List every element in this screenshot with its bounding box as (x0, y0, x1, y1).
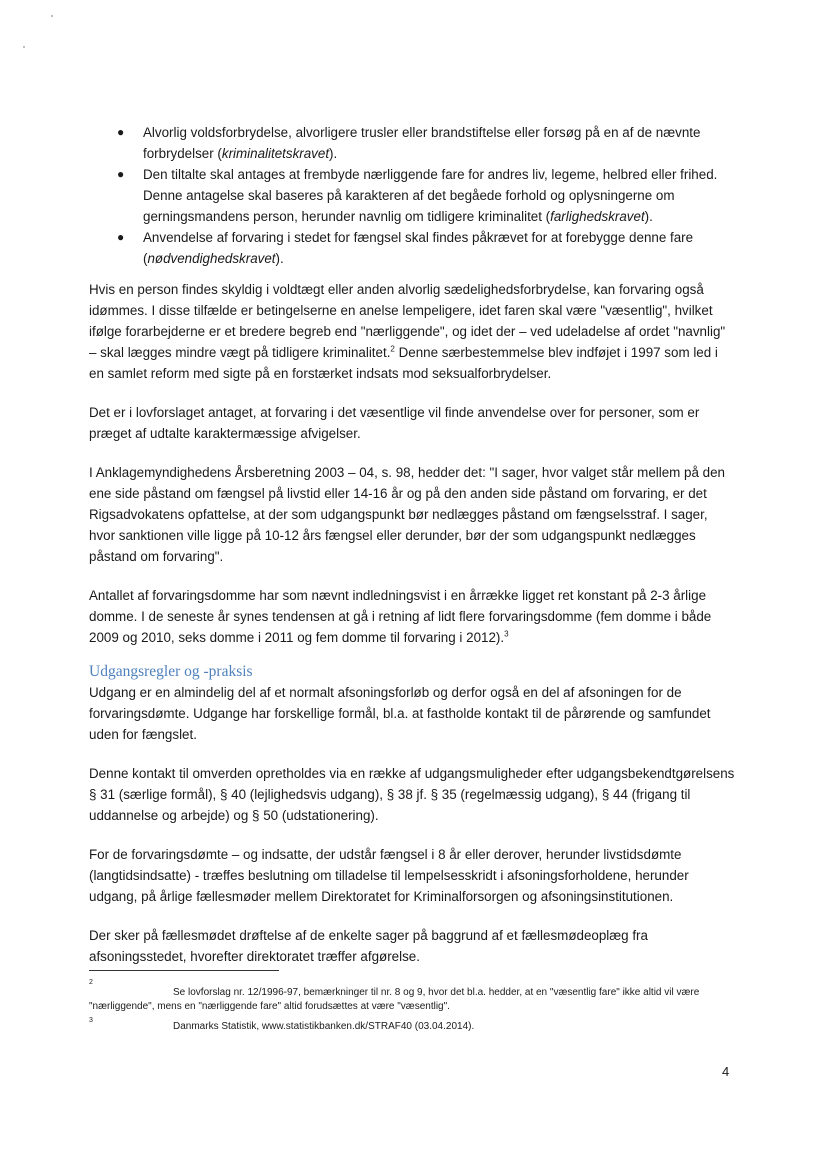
list-item-text: Alvorlig voldsforbrydelse, alvorligere trusler eller brandstiftelse eller forsøg på en af de nævnte forbrydelser ( (143, 125, 701, 161)
list-item-italic: nødvendighedskravet (147, 251, 276, 266)
list-item (89, 227, 735, 269)
section-heading: Udgangsregler og -praksis (89, 663, 253, 680)
footnote-ref-2[interactable]: 2 (390, 344, 395, 354)
list-item-italic: kriminalitetskravet (221, 146, 330, 161)
page-number: 4 (722, 1064, 730, 1079)
paragraph-bill-assumption: Det er i lovforslaget antaget, at forvaring i det væsentlige vil finde anvendelse over for personer, som er præget af udtalte karaktermæssige afvigelser. (89, 405, 700, 441)
scan-speck (23, 46, 25, 48)
footnote-divider (89, 970, 279, 971)
list-item-italic: farlighedskravet (550, 209, 645, 224)
bullet-icon: ● (117, 125, 125, 139)
list-item-end: ). (275, 251, 284, 266)
footnote-text: Se lovforslag nr. 12/1996-97, bemærkninger til nr. 8 og 9, hvor det bl.a. hedder, at en "væsentlig fare" ikke altid vil være "nærliggende", mens en "nærliggende fare" altid forudsættes at være "væsentlig". (89, 987, 700, 1012)
list-item (89, 122, 735, 164)
paragraph-leave-options: Denne kontakt til omverden opretholdes via en række af udgangsmuligheder efter udgangsbekendtgørelsens § 31 (særlige formål), § 40 (lejlighedsvis udgang), § 38 jf. § 35 (regelmæssig udgang), § 44 (frigang til uddannelse og arbejde) og § 50 (udstationering). (89, 766, 735, 823)
footnotes (89, 976, 729, 1034)
bullet-icon: ● (117, 230, 125, 244)
bullet-icon: ● (117, 167, 125, 181)
scan-speck (51, 15, 53, 17)
list-item-text: Den tiltalte skal antages at frembyde nærliggende fare for andres liv, legeme, helbred eller frihed. Denne antagelse skal baseres på karakteren af det begåede forhold og oplysningerne om gerningsmandens person, herunder navnlig om tidligere kriminalitet ( (143, 167, 718, 224)
list-item-end: ). (644, 209, 653, 224)
list-item-text: Anvendelse af forvaring i stedet for fængsel skal findes påkrævet for at forebygge denne fare ( (143, 230, 694, 266)
footnote-3 (89, 1014, 729, 1034)
criteria-list (89, 122, 735, 269)
footnote-2 (89, 976, 729, 1014)
paragraph-decision: Der sker på fællesmødet drøftelse af de enkelte sager på baggrund af et fællesmødeoplæg fra afsoningsstedet, hvorefter direktoratet træffer afgørelse. (89, 928, 648, 964)
list-item (89, 164, 735, 227)
footnote-number: 2 (89, 979, 93, 986)
paragraph-joint-meetings: For de forvaringsdømte – og indsatte, der udstår fængsel i 8 år eller derover, herunder livstidsdømte (langtidsindsatte) - træffes beslutning om tilladelse til lempelsesskridt i afsoningsforholdene, herunder udgang, på årlige fællesmøder mellem Direktoratet for Kriminalforsorgen og afsoningsinstitutionen. (89, 847, 689, 904)
list-item-end: ). (329, 146, 338, 161)
paragraph-leave-purpose: Udgang er en almindelig del af et normalt afsoningsforløb og derfor også en del af afsoningen for de forvaringsdømte. Udgange har forskellige formål, bl.a. at fastholde kontakt til de pårørende og samfundet uden for fængslet. (89, 685, 711, 742)
body-text (89, 122, 735, 967)
paragraph-annual-report-quote: I Anklagemyndighedens Årsberetning 2003 – 04, s. 98, hedder det: "I sager, hvor valget står mellem på den ene side påstand om fængsel på livstid eller 14-16 år og på den anden side påstand om forvaring, er det Rigsadvokatens opfattelse, at der som udgangspunkt bør nedlægges påstand om fængselsstraf. I sager, hvor sanktionen ville ligge på 10-12 års fængsel eller derunder, bør der som udgangspunkt nedlægges påstand om forvaring". (89, 465, 725, 564)
paragraph-sentence-count: Antallet af forvaringsdomme har som nævnt indledningsvist i en årrække ligget ret konstant på 2-3 årlige domme. I de seneste år synes tendensen at gå i retning af lidt flere forvaringsdomme (fem domme i både 2009 og 2010, seks domme i 2011 og fem domme til forvaring i 2012).$^3$ (89, 588, 712, 645)
paragraph-sexual-offences: Hvis en person findes skyldig i voldtægt eller anden alvorlig sædelighedsforbrydelse, kan forvaring også idømmes. I disse tilfælde er betingelserne en anelse lempeligere, idet faren skal være "væsentlig", hvilket ifølge forarbejderne er et bredere begreb end "nærliggende", og idet der – ved udeladelse af ordet "navnlig" – skal lægges mindre vægt på tidligere kriminalitet.$^2$ Denne særbestemmelse blev indføjet i 1997 som led i en samlet reform med sigte på en forstærket indsats mod seksualforbrydelser. (89, 282, 726, 381)
footnote-ref-3[interactable]: 3 (504, 629, 509, 639)
footnote-text: Danmarks Statistik, www.statistikbanken.dk/STRAF40 (03.04.2014). (173, 1021, 475, 1032)
footnote-number: 3 (89, 1017, 93, 1024)
